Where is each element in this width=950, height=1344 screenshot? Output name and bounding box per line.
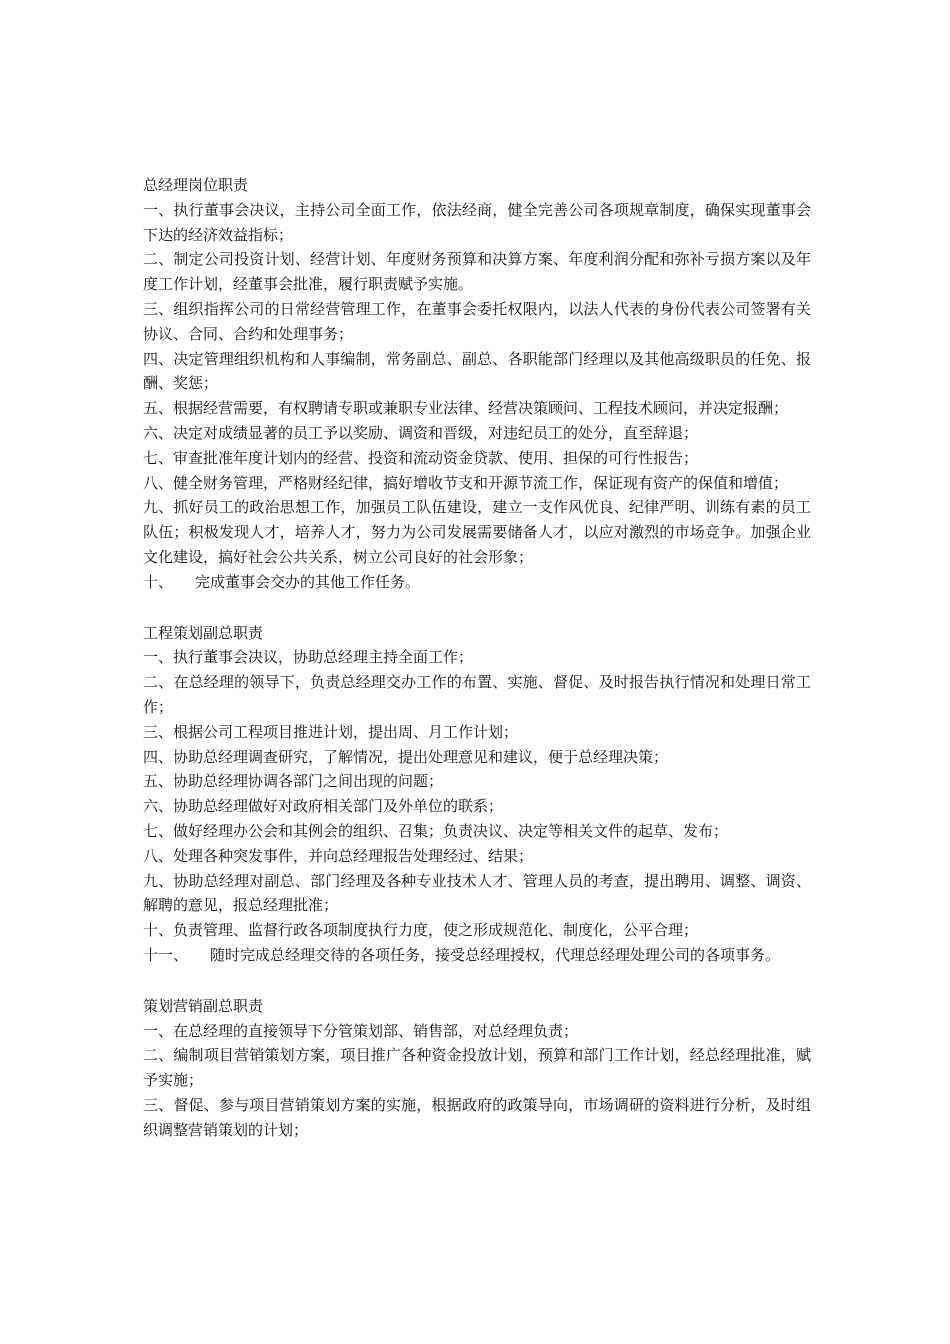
item-text: 随时完成总经理交待的各项任务，接受总经理授权，代理总经理处理公司的各项事务。	[210, 945, 781, 964]
list-item-last	[143, 570, 811, 595]
list-item: 六、协助总经理做好对政府相关部门及外单位的联系；	[143, 797, 504, 816]
list-item: 一、执行董事会决议，协助总经理主持全面工作；	[143, 648, 474, 667]
list-item: 四、决定管理组织机构和人事编制，常务副总、副总、各职能部门经理以及其他高级职员的任免、报酬、奖惩；	[143, 349, 811, 393]
list-item: 三、督促、参与项目营销策划方案的实施，根据政府的政策导向，市场调研的资料进行分析，及时组织调整营销策划的计划；	[143, 1095, 811, 1139]
list-item: 一、在总经理的直接领导下分管策划部、销售部，对总经理负责；	[143, 1021, 579, 1040]
section-heading: 工程策划副总职责	[143, 623, 264, 642]
list-item: 六、决定对成绩显著的员工予以奖励、调资和晋级，对违纪员工的处分，直至辞退；	[143, 423, 699, 442]
list-item: 三、根据公司工程项目推进计划，提出周、月工作计划；	[143, 722, 519, 741]
list-item: 五、根据经营需要，有权聘请专职或兼职专业法律、经营决策顾问、工程技术顾问，并决定报酬；	[143, 399, 789, 418]
list-item: 八、处理各种突发事件，并向总经理报告处理经过、结果；	[143, 846, 534, 865]
list-item: 八、健全财务管理，严格财经纪律，搞好增收节支和开源节流工作，保证现有资产的保值和增值；	[143, 473, 789, 492]
list-item: 二、制定公司投资计划、经营计划、年度财务预算和决算方案、年度利润分配和弥补亏损方案以及年度工作计划，经董事会批准，履行职责赋予实施。	[143, 250, 811, 294]
list-item: 一、执行董事会决议，主持公司全面工作，依法经商，健全完善公司各项规章制度，确保实现董事会下达的经济效益指标；	[143, 200, 811, 244]
list-item: 九、协助总经理对副总、部门经理及各种专业技术人才、管理人员的考查，提出聘用、调整、调资、解聘的意见，报总经理批准；	[143, 871, 811, 915]
item-text: 完成董事会交办的其他工作任务。	[195, 572, 421, 591]
list-item: 三、组织指挥公司的日常经营管理工作，在董事会委托权限内，以法人代表的身份代表公司签署有关协议、合同、合约和处理事务；	[143, 299, 811, 343]
list-item: 七、审查批准年度计划内的经营、投资和流动资金贷款、使用、担保的可行性报告；	[143, 448, 699, 467]
list-item: 二、在总经理的领导下，负责总经理交办工作的布置、实施、督促、及时报告执行情况和处理日常工作；	[143, 673, 811, 716]
document-page	[143, 173, 811, 1142]
section-marketing-vp	[143, 994, 811, 1143]
list-item: 九、抓好员工的政治思想工作，加强员工队伍建设，建立一支作风优良、纪律严明、训练有素的员工队伍；积极发现人才，培养人才，努力为公司发展需要储备人才，以应对激烈的市场竞争。加强企业文化建设，搞好社会公共关系，树立公司良好的社会形象；	[143, 498, 811, 566]
list-item-last	[143, 943, 811, 968]
section-heading: 策划营销副总职责	[143, 996, 264, 1015]
item-number: 十、	[143, 572, 174, 591]
section-general-manager	[143, 173, 811, 595]
item-number: 十一、	[143, 945, 189, 964]
list-item: 二、编制项目营销策划方案，项目推广各种资金投放计划，预算和部门工作计划，经总经理批准，赋予实施；	[143, 1046, 811, 1090]
section-engineering-vp	[143, 621, 811, 968]
list-item: 五、协助总经理协调各部门之间出现的问题；	[143, 772, 444, 791]
section-heading: 总经理岗位职责	[143, 176, 249, 194]
list-item: 四、协助总经理调查研究，了解情况，提出处理意见和建议，便于总经理决策；	[143, 747, 669, 766]
list-item: 七、做好经理办公会和其例会的组织、召集；负责决议、决定等相关文件的起草、发布；	[143, 821, 729, 840]
list-item: 十、负责管理、监督行政各项制度执行力度，使之形成规范化、制度化，公平合理；	[143, 921, 699, 940]
